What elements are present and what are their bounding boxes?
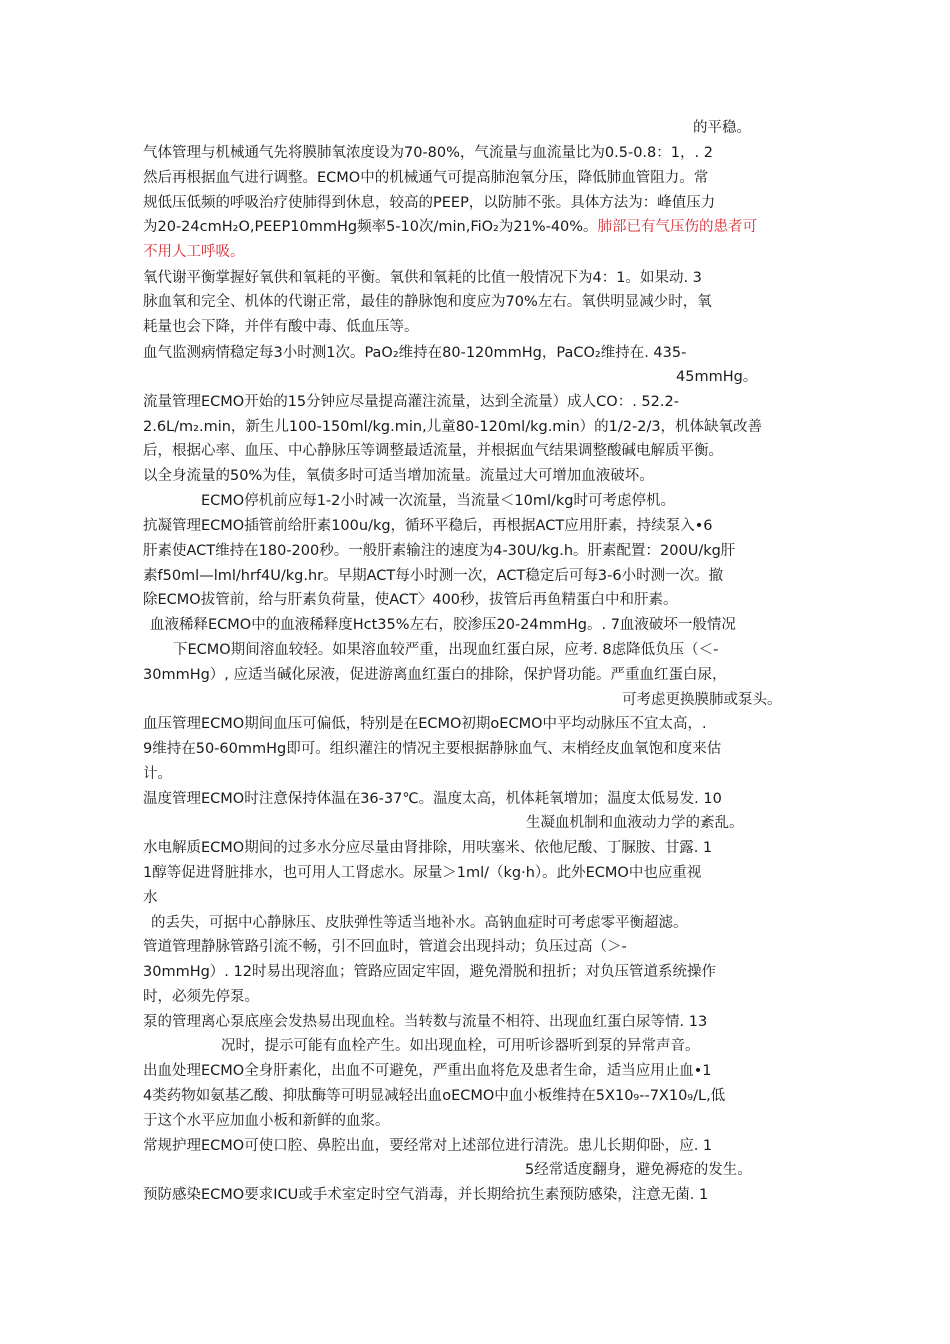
text-line: 况时，提示可能有血栓产生。如出现血栓，可用听诊器听到泵的异常声音。 — [221, 1038, 700, 1054]
text-line: 9维持在50-60mmHg即可。组织灌注的情况主要根据静脉血气、末梢经皮血氧饱和度来估 — [143, 741, 722, 757]
text-line: 的丢失，可据中心静脉压、皮肤弹性等适当地补水。高钠血症时可考虑零平衡超滤。 — [151, 915, 688, 931]
text-line: 45mmHg。 — [676, 369, 758, 385]
text-line: 流量管理ECMO开始的15分钟应尽量提高灌注流量，达到全流量）成人CO：. 52.2- — [143, 394, 679, 410]
text-line: 预防感染ECMO要求ICU或手术室定时空气消毒，并长期给抗生素预防感染，注意无菌. 1 — [143, 1187, 709, 1203]
text-line: 于这个水平应加血小板和新鲜的血浆。 — [143, 1113, 390, 1129]
text-line: 以全身流量的50%为佳，氧债多时可适当增加流量。流量过大可增加血液破坏。 — [143, 468, 654, 484]
text-line: 出血处理ECMO全身肝素化，出血不可避免，严重出血将危及患者生命，适当应用止血•1 — [143, 1063, 712, 1079]
text-line: 水电解质ECMO期间的过多水分应尽量由肾排除，用呋塞米、依他尼酸、丁脲胺、甘露. 1 — [143, 840, 713, 856]
text-line: 后，根据心率、血压、中心静脉压等调整最适流量，并根据血气结果调整酸碱电解质平衡。 — [143, 443, 723, 459]
text-line: 温度管理ECMO时注意保持体温在36-37℃。温度太高，机体耗氧增加；温度太低易发. 10 — [143, 791, 722, 807]
text-line: 然后再根据血气进行调整。ECMO中的机械通气可提高肺泡氧分压，降低肺血管阻力。常 — [143, 170, 709, 186]
text-line: 肝素使ACT维持在180-200秒。一般肝素输注的速度为4-30U/kg.h。肝素配置：200U/kg肝 — [143, 543, 736, 559]
text-line: 生凝血机制和血液动力学的紊乱。 — [526, 815, 744, 831]
text-line: 耗量也会下降，并伴有酸中毒、低血压等。 — [143, 319, 419, 335]
text-line: 氧代谢平衡掌握好氧供和氧耗的平衡。氧供和氧耗的比值一般情况下为4：1。如果动. 3 — [143, 270, 702, 286]
text-line: 血气监测病情稳定每3小时测1次。PaO₂维持在80-120mmHg，PaCO₂维持在. 435- — [143, 345, 687, 361]
text-line: 30mmHg）. 12时易出现溶血；管路应固定牢固，避免滑脱和扭折；对负压管道系统操作 — [143, 964, 716, 980]
text-line: 除ECMO拔管前，给与肝素负荷量，使ACT〉400秒，拔管后再鱼精蛋白中和肝素。 — [143, 592, 678, 608]
text-line-highlight: 不用人工呼吸。 — [143, 244, 245, 260]
text-line: 可考虑更换膜肺或泵头。 — [622, 692, 782, 708]
text-line: 时，必须先停泵。 — [143, 989, 259, 1005]
text-line: 2.6L/m₂.min，新生儿100-150ml/kg.min,儿童80-120ml/kg.min）的1/2-2/3，机体缺氧改善 — [143, 419, 763, 435]
text-line: 素f50ml—lml/hrf4U/kg.hr。早期ACT每小时测一次，ACT稳定后可每3-6小时测一次。撤 — [143, 568, 724, 584]
text-line: 血压管理ECMO期间血压可偏低，特别是在ECMO初期oECMO中平均动脉压不宜太高，. — [143, 716, 707, 732]
text-line: 水 — [143, 890, 158, 906]
text-line: 常规护理ECMO可使口腔、鼻腔出血，要经常对上述部位进行清洗。患儿长期仰卧，应. 1 — [143, 1138, 713, 1154]
text-line: 脉血氧和完全、机体的代谢正常，最佳的静脉饱和度应为70%左右。氧供明显减少时，氧 — [143, 294, 712, 310]
text-line: 抗凝管理ECMO插管前给肝素100u/kg，循环平稳后，再根据ACT应用肝素，持续泵入•6 — [143, 518, 713, 534]
text-line: 管道管理静脉管路引流不畅，引不回血时，管道会出现抖动；负压过高（＞- — [143, 939, 627, 955]
text-line: 30mmHg）, 应适当碱化尿液，促进游离血红蛋白的排除，保护肾功能。严重血红蛋白尿， — [143, 667, 727, 683]
text-line: 下ECMO期间溶血较轻。如果溶血较严重，出现血红蛋白尿，应考. 8虑降低负压（＜- — [173, 642, 719, 658]
text-line: 规低压低频的呼吸治疗使肺得到休息，较高的PEEP，以防肺不张。具体方法为：峰值压力 — [143, 195, 716, 211]
text-line: 泵的管理离心泵底座会发热易出现血栓。当转数与流量不相符、出现血红蛋白尿等情. 13 — [143, 1014, 708, 1030]
text-line: 血液稀释ECMO中的血液稀释度Hct35%左右，胶渗压20-24mmHg。. 7血液破坏一般情况 — [150, 617, 736, 633]
text-line: 的平稳。 — [693, 120, 751, 136]
text-line: ECMO停机前应每1-2小时减一次流量，当流量＜10ml/kg时可考虑停机。 — [201, 493, 675, 509]
text-line-highlight: 肺部已有气压伤的患者可 — [597, 219, 758, 235]
text-line — [143, 217, 757, 237]
text-line: 4类药物如氨基乙酸、抑肽酶等可明显减轻出血oECMO中血小板维持在5X10₉--7X10₉/L,低 — [143, 1088, 726, 1104]
text-line: 气体管理与机械通气先将膜肺氧浓度设为70-80%，气流量与血流量比为0.5-0.8：1，. 2 — [143, 145, 713, 161]
text-line-normal: 为20-24cmH₂O,PEEP10mmHg频率5-10次/min,FiO₂为21%-40%。 — [143, 219, 598, 235]
text-line: 计。 — [143, 766, 172, 782]
text-line: 1醇等促进肾脏排水，也可用人工肾虑水。尿量＞1ml/（kg·h）。此外ECMO中也应重视 — [143, 865, 702, 881]
text-line: 5经常适度翻身，避免褥疮的发生。 — [525, 1162, 752, 1178]
